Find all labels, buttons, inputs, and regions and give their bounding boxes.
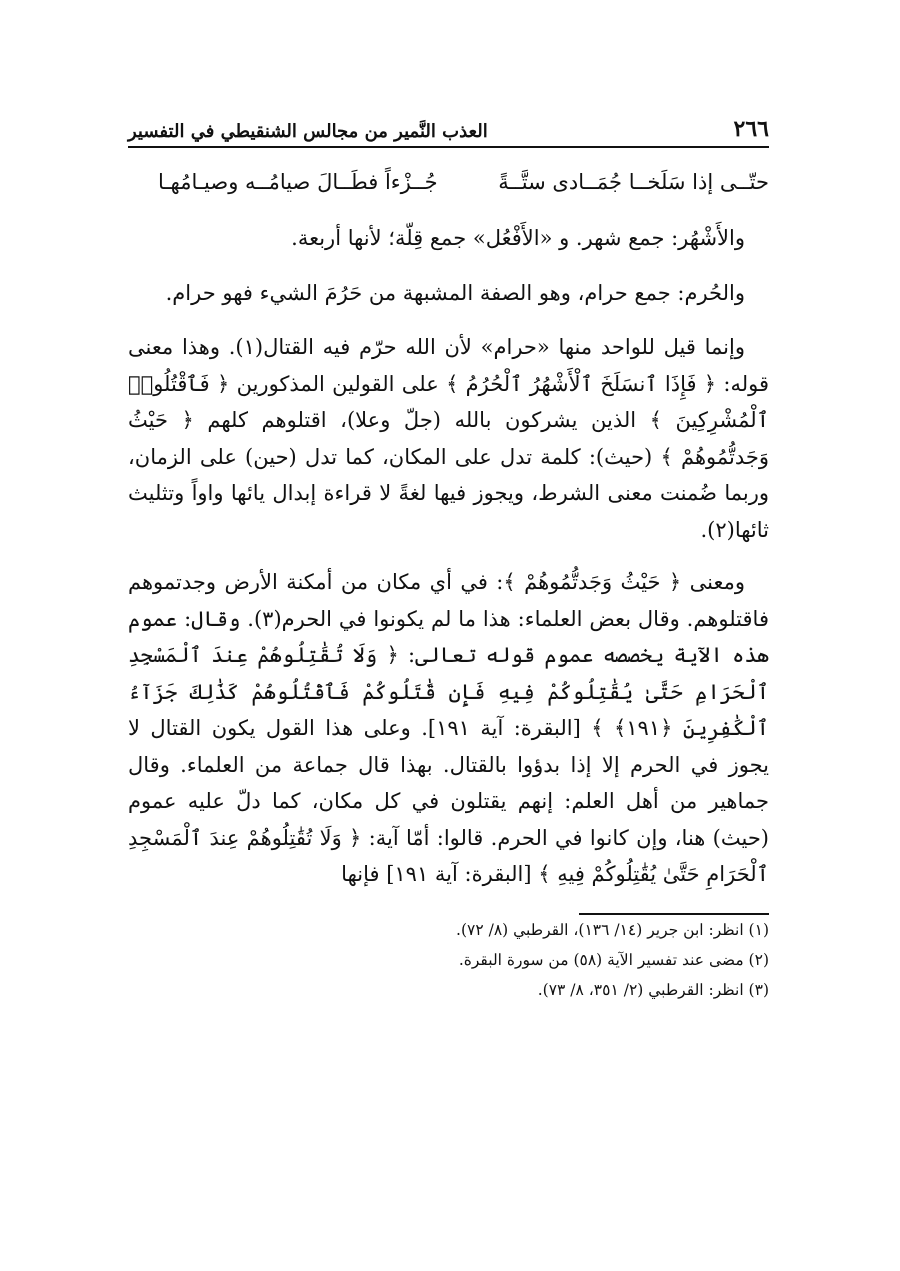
poem-first-hemistich: حتّــى إذا سَلَخــا جُمَــادى ستَّــةً	[498, 170, 769, 194]
paragraph-haythu-meaning: ومعنى ﴿ حَيْثُ وَجَدتُّمُوهُمْ ﴾: في أي مكان من أمكنة الأرض وجدتموهم فاقتلوهم. وقال بعض العلماء: هذا ما لم يكونوا في الحرم(٣). وقال: عموم هذه الآية يخصصه عموم قوله تعالى: ﴿ وَلَا تُقَٰتِلُوهُمْ عِندَ ٱلْمَسْجِدِ ٱلْحَرَامِ حَتَّىٰ يُقَٰتِلُوكُمْ فِيهِ فَإِن قَٰتَلُوكُمْ فَٱقْتُلُوهُمْ كَذَٰلِكَ جَزَآءُ ٱلْكَٰفِرِينَ ﴿١٩١﴾ ﴾ [البقرة: آية ١٩١]. وعلى هذا القول يكون القتال لا يجوز في الحرم إلا إذا بدؤوا بالقتال. بهذا قال جماعة من العلماء. وقال جماهير من أهل العلم: إنهم يقتلون في كل مكان، كما دلّ عليه عموم (حيث) هنا، وإن كانوا في الحرم. قالوا: أمّا آية: ﴿ وَلَا تُقَٰتِلُوهُمْ عِندَ ٱلْمَسْجِدِ ٱلْحَرَامِ حَتَّىٰ يُقَٰتِلُوكُمْ فِيهِ ﴾ [البقرة: آية ١٩١] فإنها	[128, 570, 769, 886]
paragraph-hurum: والحُرم: جمع حرام، وهو الصفة المشبهة من حَرُمَ الشيء فهو حرام.	[165, 280, 745, 305]
poem-verse	[128, 164, 769, 200]
paragraph-ashhur: والأَشْهُر: جمع شهر. و «الأَفْعُل» جمع قِلّة؛ لأنها أربعة.	[291, 226, 745, 250]
poem-second-hemistich: جُــزْءاً فطَــالَ صيامُــه وصيـامُهـا	[158, 170, 438, 194]
paragraph-haram-meaning: وإنما قيل للواحد منها «حرام» لأن الله حرّم فيه القتال(١). وهذا معنى قوله: ﴿ فَإِذَا ٱنسَلَخَ ٱلْأَشْهُرُ ٱلْحُرُمُ ﴾ على القولين المذكورين ﴿ فَٱقْتُلُوا۟ ٱلْمُشْرِكِينَ ﴾ الذين يشركون بالله (جلّ وعلا)، اقتلوهم كلهم ﴿ حَيْثُ وَجَدتُّمُوهُمْ ﴾ (حيث): كلمة تدل على المكان، كما تدل (حين) على الزمان، وربما ضُمنت معنى الشرط، ويجوز فيها لغةً لا قراءة إبدال يائها واواً وتثليث ثائها(٢).	[128, 335, 769, 542]
footnote-1: (١) انظر: ابن جرير (١٤/ ١٣٦)، القرطبي (٨/ ٧٢).	[456, 920, 769, 939]
footnote-3: (٣) انظر: القرطبي (٢/ ٣٥١، ٨/ ٧٣).	[537, 980, 769, 999]
page-number: ٢٦٦	[733, 116, 769, 142]
book-title: العذب النَّمير من مجالس الشنقيطي في التفسير	[128, 121, 488, 142]
book-page	[128, 110, 769, 1005]
footnote-2: (٢) مضى عند تفسير الآية (٥٨) من سورة البقرة.	[458, 950, 769, 969]
page-header	[128, 110, 769, 148]
